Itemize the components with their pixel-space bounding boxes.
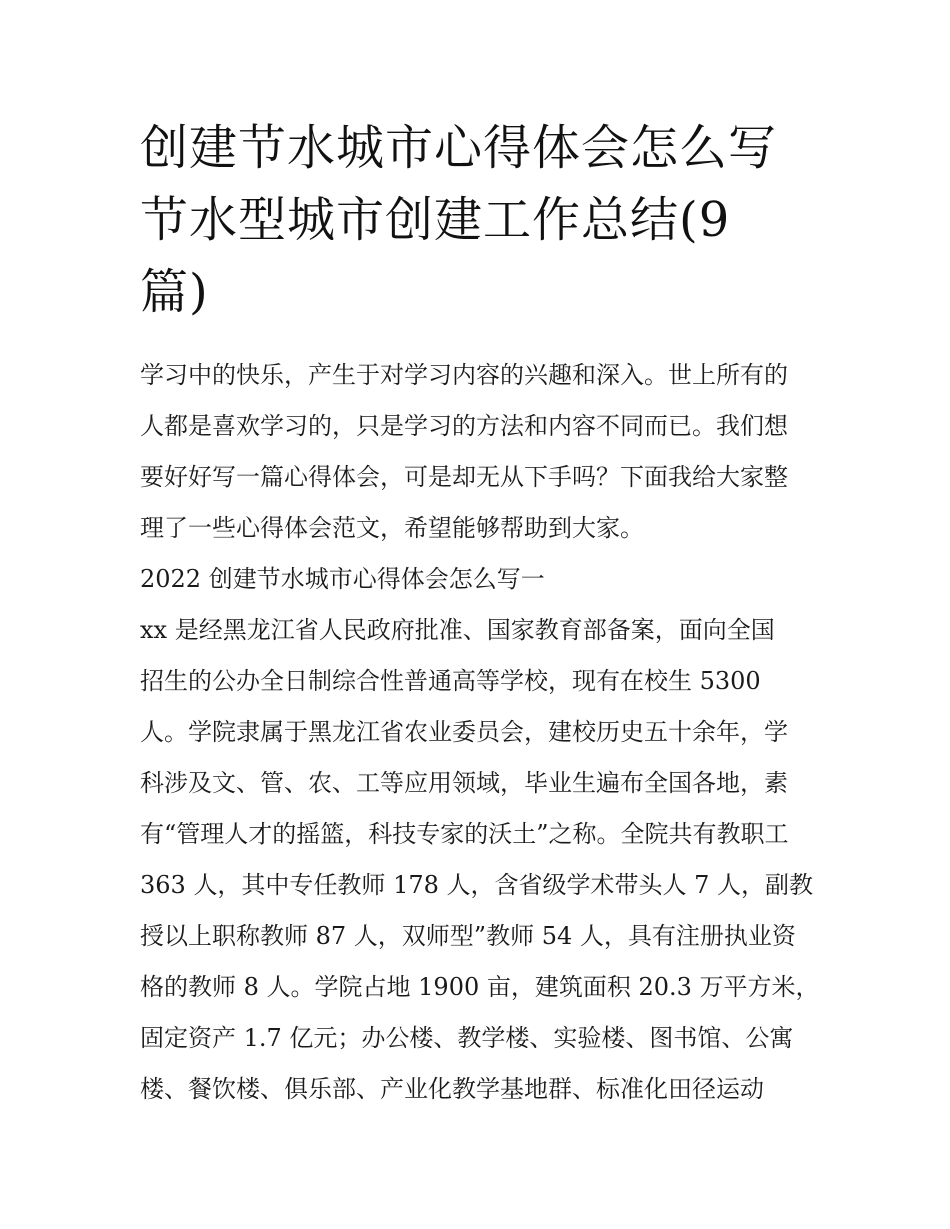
text-line: 固定资产 1.7 亿元；办公楼、教学楼、实验楼、图书馆、公寓 (140, 1024, 794, 1052)
text-line: 科涉及文、管、农、工等应用领域，毕业生遍布全国各地，素 (140, 769, 788, 797)
text-line: 有“管理人才的摇篮，科技专家的沃土”之称。全院共有教职工 (140, 820, 789, 848)
title-line: 节水型城市创建工作总结(9 (140, 192, 731, 248)
document-body (140, 350, 820, 1115)
text-line: xx 是经黑龙江省人民政府批准、国家教育部备案，面向全国 (140, 616, 775, 644)
document-content (140, 112, 820, 1115)
section-heading (140, 554, 820, 605)
text-line: 理了一些心得体会范文，希望能够帮助到大家。 (140, 514, 644, 542)
body-paragraph (140, 605, 820, 1115)
text-line: 楼、餐饮楼、俱乐部、产业化教学基地群、标准化田径运动 (140, 1075, 764, 1103)
document-title (140, 112, 820, 328)
text-line: 授以上职称教师 87 人，双师型”教师 54 人，具有注册执业资 (140, 922, 796, 950)
text-line: 人。学院隶属于黑龙江省农业委员会，建校历史五十余年，学 (140, 718, 788, 746)
text-line: 要好好写一篇心得体会，可是却无从下手吗？下面我给大家整 (140, 463, 788, 491)
text-line: 招生的公办全日制综合性普通高等学校，现有在校生 5300 (140, 667, 761, 695)
title-line: 篇) (140, 264, 209, 320)
text-line: 格的教师 8 人。学院占地 1900 亩，建筑面积 20.3 万平方米， (140, 973, 820, 1001)
section-heading-text: 2022 创建节水城市心得体会怎么写一 (140, 565, 545, 593)
intro-paragraph (140, 350, 820, 554)
text-line: 学习中的快乐，产生于对学习内容的兴趣和深入。世上所有的 (140, 361, 788, 389)
title-line: 创建节水城市心得体会怎么写 (140, 120, 778, 176)
text-line: 363 人，其中专任教师 178 人，含省级学术带头人 7 人，副教 (140, 871, 814, 899)
text-line: 人都是喜欢学习的，只是学习的方法和内容不同而已。我们想 (140, 412, 788, 440)
